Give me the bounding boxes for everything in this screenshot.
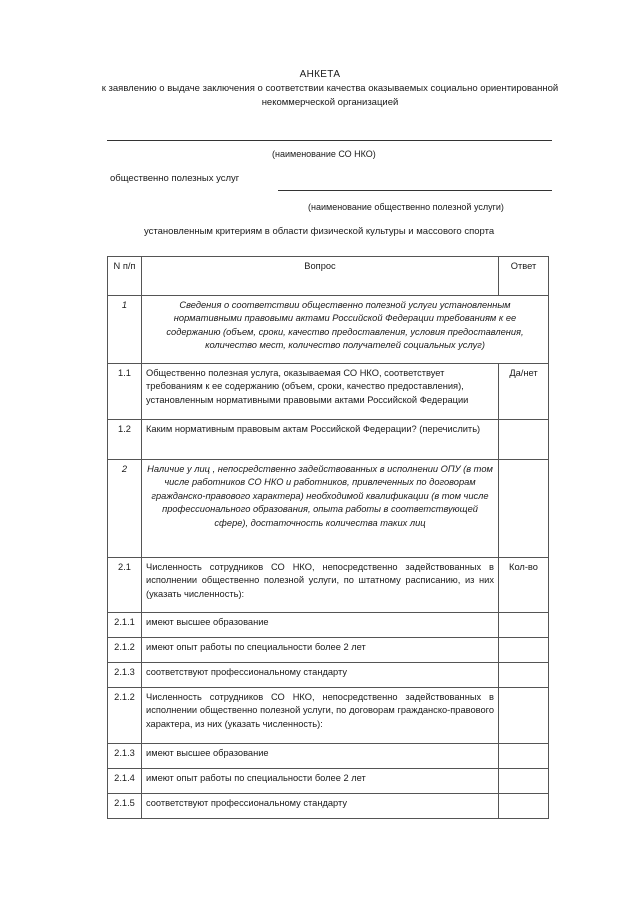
row-question: Каким нормативным правовым актам Российской Федерации? (перечислить) (142, 420, 499, 460)
row-num: 2.1.5 (108, 794, 142, 819)
questionnaire-table (107, 256, 549, 819)
table-row (108, 460, 549, 558)
row-num: 2.1.3 (108, 744, 142, 769)
row-num: 1.1 (108, 364, 142, 420)
row-answer[interactable] (499, 638, 549, 663)
table-row (108, 769, 549, 794)
row-answer[interactable] (499, 744, 549, 769)
table-row (108, 558, 549, 613)
table-row (108, 420, 549, 460)
row-num: 2.1.2 (108, 638, 142, 663)
row-answer[interactable] (499, 663, 549, 688)
row-question: Численность сотрудников СО НКО, непосредственно задействованных в исполнении общественно полезной услуги, по договорам гражданско-правового характера, из них (указать численность): (142, 688, 499, 744)
header-question: Вопрос (142, 257, 499, 296)
services-label: общественно полезных услуг (110, 173, 240, 184)
document-title: АНКЕТА (299, 69, 341, 80)
row-answer[interactable]: Да/нет (499, 364, 549, 420)
row-answer[interactable] (499, 794, 549, 819)
header-answer: Ответ (499, 257, 549, 296)
row-question: имеют опыт работы по специальности более 2 лет (142, 638, 499, 663)
row-answer[interactable] (499, 460, 549, 558)
service-name-line (278, 190, 552, 191)
row-question: Сведения о соответствии общественно полезной услуги установленным нормативными правовыми актами Российской Федерации требованиям к ее содержанию (объем, сроки, качество предоставления, условия предоставления, количество мест, количество получателей социальных услуг) (142, 296, 549, 364)
row-question: Общественно полезная услуга, оказываемая СО НКО, соответствует требованиям к ее содержанию (объем, сроки, качество предоставления), установленным нормативными правовыми актами Российской Федерации (142, 364, 499, 420)
row-question: соответствуют профессиональному стандарту (142, 663, 499, 688)
document-subtitle: к заявлению о выдаче заключения о соответствии качества оказываемых социально ориентированной некоммерческой организацией (101, 83, 559, 108)
row-answer[interactable] (499, 420, 549, 460)
row-question: соответствуют профессиональному стандарту (142, 794, 499, 819)
table-header-row (108, 257, 549, 296)
table-row (108, 296, 549, 364)
row-num: 2.1.4 (108, 769, 142, 794)
row-answer[interactable] (499, 613, 549, 638)
row-num: 2 (108, 460, 142, 558)
org-name-caption: (наименование СО НКО) (272, 149, 376, 159)
row-question: имеют опыт работы по специальности более 2 лет (142, 769, 499, 794)
row-question: Наличие у лиц , непосредственно задействованных в исполнении ОПУ (в том числе работников СО НКО и работников, привлеченных по договорам гражданско-правового характера) необходимой квалификации (в том числе профессионального образования, опыта работы в соответствующей сфере), достаточность количества таких лиц (142, 460, 499, 558)
org-name-line (107, 140, 552, 141)
row-num: 2.1 (108, 558, 142, 613)
header-num: N п/п (108, 257, 142, 296)
table-row (108, 663, 549, 688)
row-question: имеют высшее образование (142, 744, 499, 769)
criteria-text: установленным критериям в области физической культуры и массового спорта (144, 226, 495, 237)
row-answer[interactable]: Кол-во (499, 558, 549, 613)
table-row (108, 638, 549, 663)
row-num: 1.2 (108, 420, 142, 460)
row-question: имеют высшее образование (142, 613, 499, 638)
table-row (108, 794, 549, 819)
row-question: Численность сотрудников СО НКО, непосредственно задействованных в исполнении общественно полезной услуги, по штатному расписанию, из них (указать численность): (142, 558, 499, 613)
table-row (108, 744, 549, 769)
service-name-caption: (наименование общественно полезной услуги) (308, 202, 504, 212)
table-row (108, 688, 549, 744)
row-answer[interactable] (499, 769, 549, 794)
row-answer[interactable] (499, 688, 549, 744)
row-num: 1 (108, 296, 142, 364)
row-num: 2.1.2 (108, 688, 142, 744)
table-row (108, 364, 549, 420)
row-num: 2.1.1 (108, 613, 142, 638)
table-row (108, 613, 549, 638)
row-num: 2.1.3 (108, 663, 142, 688)
